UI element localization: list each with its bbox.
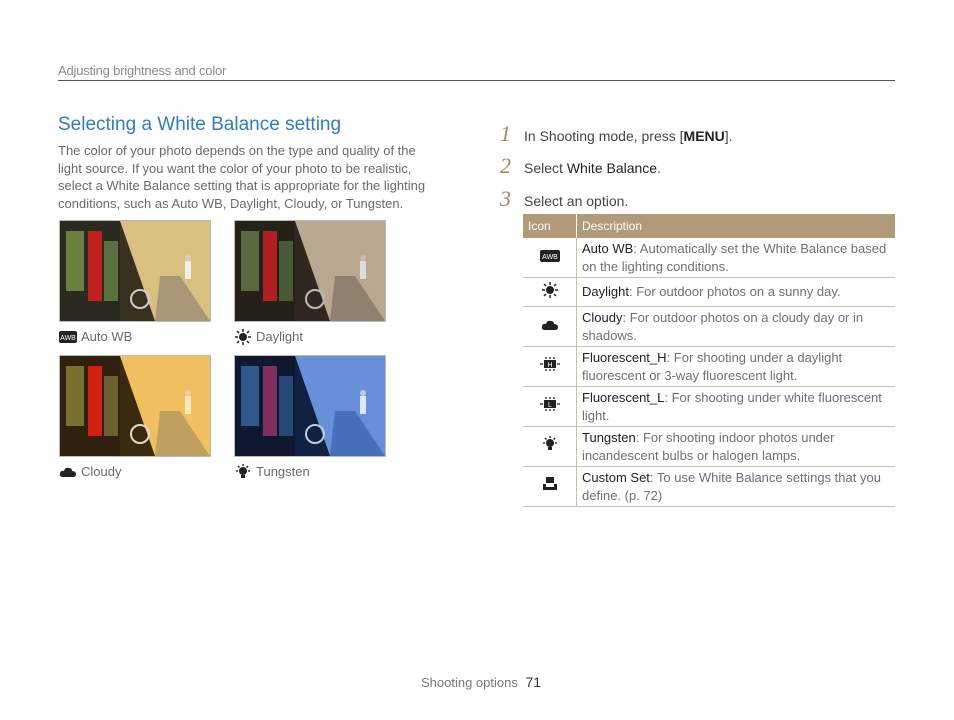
caption-daylight: [234, 329, 303, 344]
column-header-description: Description: [577, 214, 896, 238]
row-description: [577, 278, 896, 307]
option-name: Daylight: [582, 284, 629, 300]
photo-auto-wb: [59, 220, 211, 322]
option-name: Tungsten: [582, 430, 636, 445]
breadcrumb: Adjusting brightness and color: [58, 63, 227, 78]
row-description: [577, 467, 896, 507]
row-description: [577, 347, 896, 387]
row-icon-cell: [523, 387, 577, 427]
row-icon-cell: [523, 307, 577, 347]
option-name: Fluorescent_L: [582, 390, 665, 405]
auto-wb-icon: [59, 330, 77, 344]
white-balance-term: White Balance: [566, 160, 658, 176]
table-row: [523, 278, 895, 307]
row-description: [577, 238, 896, 278]
column-header-icon: Icon: [523, 214, 577, 238]
option-desc: : For shooting indoor photos under incandescent bulbs or halogen lamps.: [582, 430, 835, 463]
menu-key: MENU: [683, 128, 725, 144]
table-header-row: [523, 214, 895, 238]
row-icon-cell: [523, 427, 577, 467]
auto-wb-icon: [540, 250, 560, 265]
tungsten-icon: [542, 440, 558, 455]
option-desc: : For shooting under white fluorescent light.: [582, 390, 882, 423]
row-icon-cell: [523, 238, 577, 278]
custom-set-icon: [542, 479, 558, 494]
step-number: 3: [500, 186, 511, 211]
table-row: [523, 307, 895, 347]
row-description: [577, 387, 896, 427]
table-row: [523, 467, 895, 507]
option-desc: : For shooting under a daylight fluorescent or 3-way fluorescent light.: [582, 350, 843, 383]
step-text: In Shooting mode, press [MENU].: [524, 128, 733, 144]
svg-text:H: H: [546, 362, 553, 370]
step-text: Select White Balance.: [524, 160, 661, 176]
step-1: [500, 121, 733, 147]
step-number: 2: [500, 153, 511, 178]
table-row: [523, 347, 895, 387]
intro-paragraph: The color of your photo depends on the type and quality of the light source. If you want the color of your photo to be realistic, select a White Balance setting that is appropriate for the lighting conditions, such as Auto WB, Daylight, Cloudy, or Tungsten.: [58, 143, 426, 211]
caption-cloudy: [59, 464, 121, 479]
row-description: [577, 427, 896, 467]
option-name: Auto WB: [582, 241, 634, 256]
section-title: Selecting a White Balance setting: [58, 114, 342, 135]
fluorescent-h-icon: [540, 359, 560, 374]
table-row: [523, 427, 895, 467]
row-icon-cell: [523, 467, 577, 507]
cloudy-icon: [59, 465, 77, 479]
option-desc: : Automatically set the White Balance based on the lighting conditions.: [582, 241, 887, 274]
daylight-icon: [542, 286, 558, 301]
step-text: Select an option.: [524, 193, 629, 209]
caption-label: Cloudy: [81, 464, 122, 479]
caption-tungsten: [234, 464, 310, 479]
white-balance-table: [523, 214, 895, 507]
step-2: [500, 153, 661, 179]
option-name: Cloudy: [582, 310, 623, 325]
table-row: [523, 238, 895, 278]
option-name: Custom Set: [582, 470, 650, 485]
caption-label: Auto WB: [81, 329, 133, 344]
option-desc: : For outdoor photos on a cloudy day or in shadows.: [582, 310, 864, 343]
svg-text:AWB: AWB: [60, 334, 76, 342]
step-number: 1: [500, 121, 511, 146]
caption-label: Tungsten: [256, 464, 310, 479]
caption-auto-wb: [59, 329, 132, 344]
option-desc: : To use White Balance settings that you define. (p. 72): [582, 470, 881, 503]
row-description: [577, 307, 896, 347]
option-name: Fluorescent_H: [582, 350, 667, 365]
row-icon-cell: [523, 278, 577, 307]
fluorescent-l-icon: [540, 399, 560, 414]
tungsten-icon: [234, 465, 252, 479]
row-icon-cell: [523, 347, 577, 387]
caption-label: Daylight: [256, 329, 303, 344]
photo-tungsten: [234, 355, 386, 457]
page-number: 71: [525, 674, 542, 690]
svg-text:AWB: AWB: [541, 253, 558, 261]
svg-text:L: L: [547, 402, 552, 410]
daylight-icon: [234, 330, 252, 344]
option-desc: : For outdoor photos on a sunny day.: [628, 284, 841, 300]
page-footer: [421, 674, 541, 690]
photo-cloudy: [59, 355, 211, 457]
table-row: [523, 387, 895, 427]
step-3: [500, 186, 628, 212]
footer-section: Shooting options: [421, 675, 518, 690]
photo-daylight: [234, 220, 386, 322]
header-rule: [58, 80, 895, 81]
cloudy-icon: [541, 319, 559, 334]
